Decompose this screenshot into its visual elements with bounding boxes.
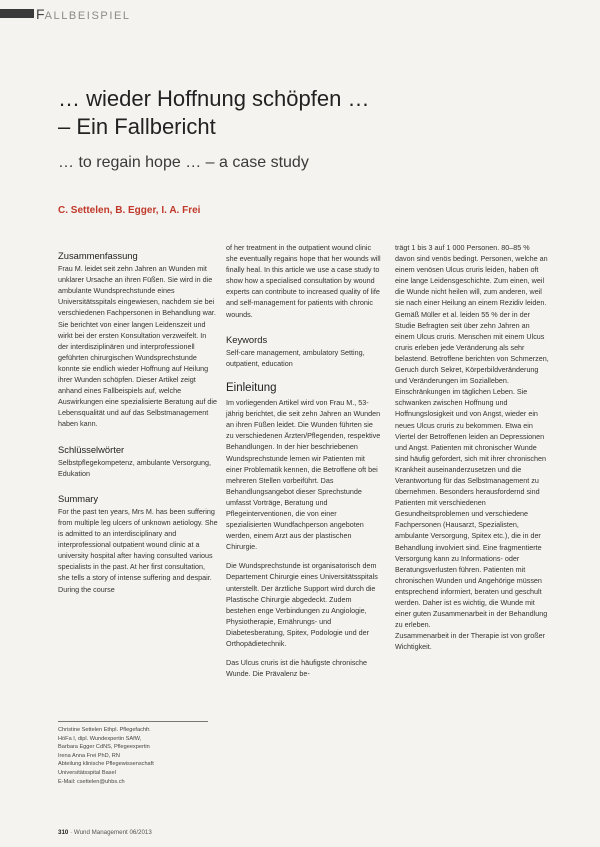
keywords-text: Self-care management, ambulatory Setting, outpatient, education [226, 347, 365, 368]
zusammenfassung-heading: Zusammenfassung [58, 250, 138, 261]
section-marker-bar [0, 9, 34, 18]
footnote-line: Universitätsspital Basel [58, 769, 116, 776]
footnote-line: Irena Anna Frei PhD, RN [58, 752, 120, 759]
article-title-line2: – Ein Fallbericht [58, 114, 216, 139]
column3-paragraph-1: trägt 1 bis 3 auf 1 000 Personen. 80–85 % davon sind venös bedingt. Personen, welche an einem venösen Ulcus cruris leiden, haben oft eine lange Leidensgeschichte. Zum einen, weil die Wunde nicht heilen will, zum anderen, weil sie nach einer Heilung an einem Rezidiv leiden. Gemäß Müller et al. leiden 55 % der in der Studie Befragten seit über zehn Jahren an einem Ulcus cruris. Menschen mit einem Ulcus cruris erleben jede Veränderung als sehr belastend. Betroffene berichten von Schmerzen, Geruch durch Sekret, Körperbildveränderung und Veränderungen im Sozialleben. Einschränkungen im täglichen Leben. Sie schwanken zwischen Hoffnung und Hoffnungslosigkeit und von Angst, wieder ein neues Ulcus cruris zu bekommen. Etwa ein Viertel der Betroffenen leiden an Depressionen und Angst. Patienten mit chronischer Wunde sind häufig gefordert, sich mit ihrer chronischen Krankheit auseinanderzusetzen und die Verantwortung für das Selbstmanagement zu übernehmen. Besonders herausfordernd sind Patienten mit verschiedenen Gesundheitsproblemen und verschiedene Fachpersonen (Hausarzt, Spezialisten, ambulante Versorgung, Spitex etc.), die in der Behandlung involviert sind. Eine fragmentierte Versorgung kann zu Informations- oder Beratungsverlusten führen. Patienten mit chronischen Wunden und Angehörige müssen entsprechend informiert, beraten und geschult werden. Daher ist es wichtig, die Wunde mit einer guten Zusammenarbeit in der Behandlung zu erleben. [395, 243, 549, 630]
article-subtitle: … to regain hope … – a case study [58, 154, 309, 171]
footnote-line: Abteilung klinische Pflegewissenschaft [58, 761, 154, 768]
keywords-heading: Keywords [226, 333, 268, 345]
text-column-3 [395, 242, 550, 652]
einleitung-heading: Einleitung [226, 381, 277, 394]
schluesselwoerter-text: Selbstpflegekompetenz, ambulante Versorgung, Edukation [58, 457, 212, 478]
author-footnote [58, 721, 208, 786]
zusammenfassung-text: Frau M. leidet seit zehn Jahren an Wunden mit unklarer Ursache an ihren Füßen. Sie wird in die ambulante Wundsprechstunde eines Universitätsspitals eingewiesen, nachdem sie bei verschiedenen Fachpersonen in Behandlung war. Sie berichtet von einer langen Leidenszeit und wirkt bei der ersten Konsultation verzweifelt. In der interdisziplinären und interprofessionell geführten chirurgischen Wundsprechstunde konnte sie endlich wieder Hoffnung auf Heilung ihrer Wunden schöpfen. Dieser Artikel zeigt anhand eines Fallbeispiels auf, welche Auswirkungen eine spezialisierte Beratung auf die Lebensqualität und auf das Selbstmanagement haben kann. [58, 264, 218, 429]
journal-name: Wund Management 06/2013 [73, 829, 152, 836]
einleitung-paragraph-1: Im vorliegenden Artikel wird von Frau M., 53-jährig berichtet, die seit zehn Jahren an Wunden an ihren Füßen leidet. Die Wunden führten sie zu verschiedenen Ärzten/Pflegenden, respektive Behandlungen. In der hier beschriebenen Wundsprechstunde lernen wir Patienten mit einer Problematik kennen, die Betroffene oft bei mehreren Stellen vorbeiführt. Das Behandlungsangebot dieser Sprechstunde umfasst Vorträge, Beratung und Pflegeinterventionen, die von einer spezialisierten Wundfachperson angeboten werden, einem Arzt aus der plastischen Chirurgie. [226, 398, 381, 552]
column3-paragraph-2: Zusammenarbeit in der Therapie ist von großer Wichtigkeit. [395, 631, 546, 652]
page-footer [58, 829, 152, 836]
article-authors: C. Settelen, B. Egger, I. A. Frei [58, 205, 201, 216]
section-label-initial: F [36, 6, 45, 22]
text-column-1 [58, 250, 218, 595]
summary-heading: Summary [58, 492, 99, 504]
footnote-line: E-Mail: csettelen@uhbs.ch [58, 778, 125, 785]
article-title [58, 85, 369, 141]
footnote-line: Christine Settelen Ethpl. Pflegefachfr. [58, 727, 151, 733]
einleitung-paragraph-3: Das Ulcus cruris ist die häufigste chronische Wunde. Die Prävalenz be- [226, 658, 368, 679]
einleitung-paragraph-2: Die Wundsprechstunde ist organisatorisch dem Departement Chirurgie eines Universitätsspitals unterstellt. Der ärztliche Support wird durch die Plastische Chirurgie abgedeckt. Zudem bestehen enge Verbindungen zu Angiologie, Physiotherapie, Ernährungs- und Diabetesberatung, Spitex, Podologie und der Orthopädietechnik. [226, 561, 378, 648]
footnote-line: Barbara Egger CdNS, Pflegeexpertin [58, 744, 150, 751]
page-number: 310 [58, 829, 69, 836]
footnote-line: HöFa I, dipl. Wundexpertin SAfW, [58, 735, 142, 742]
footer-separator: · [70, 829, 74, 836]
summary-continuation: of her treatment in the outpatient wound clinic she eventually regains hope that her wounds will finally heal. In this article we use a case study to show how a specialised consultation by wound experts can contribute to increased quality of life and self-management for patients with chronic wounds. [226, 243, 381, 319]
summary-text: For the past ten years, Mrs M. has been suffering from multiple leg ulcers of unknown aetiology. She is admitted to an interdisciplinary and interprofessional outpatient wound clinic at a university hospital after having consulted various specialists in the past. At her first consultation, she tells a story of intense suffering and despair. During the course [58, 506, 218, 594]
section-label [36, 6, 131, 22]
text-column-2 [226, 242, 381, 679]
schluesselwoerter-heading: Schlüsselwörter [58, 443, 125, 455]
article-title-line1: … wieder Hoffnung schöpfen … [58, 86, 370, 111]
section-label-rest: ALLBEISPIEL [44, 10, 131, 22]
